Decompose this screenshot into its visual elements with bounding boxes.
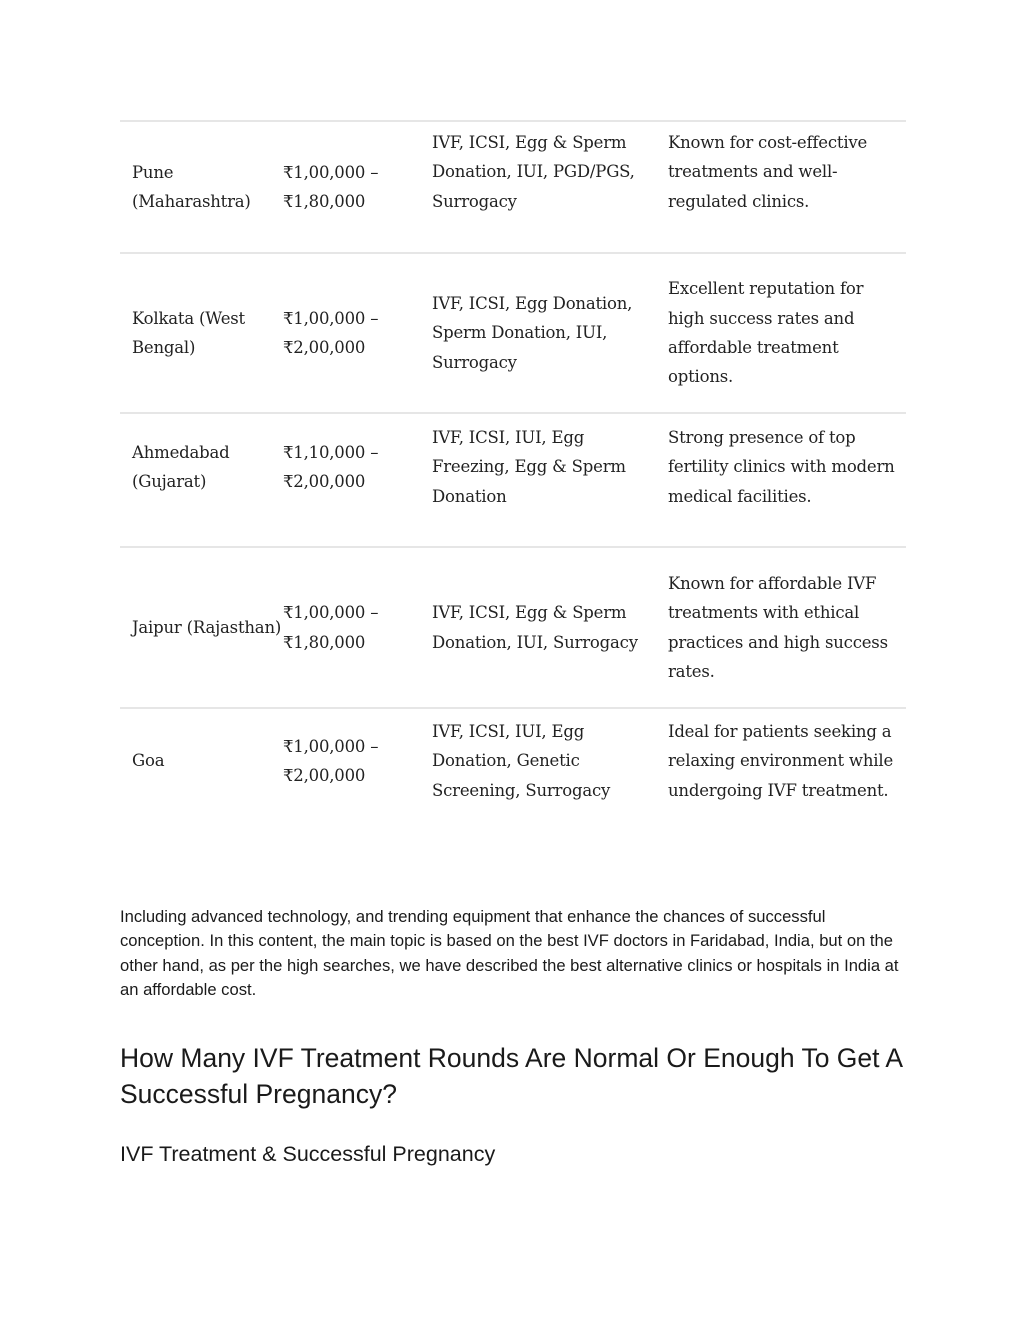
notes-cell: Known for affordable IVF treatments with ethical practices and high success rates. <box>668 573 888 681</box>
treatments-cell: IVF, ICSI, IUI, Egg Freezing, Egg & Sperm Donation <box>432 428 626 506</box>
city-cell: Pune (Maharashtra) <box>132 162 251 211</box>
cost-cell: ₹1,10,000 – ₹2,00,000 <box>283 443 379 492</box>
table-row <box>120 120 906 252</box>
section-subheading: IVF Treatment & Successful Pregnancy <box>120 1142 496 1166</box>
table-row <box>120 546 906 707</box>
notes-cell: Ideal for patients seeking a relaxing environment while undergoing IVF treatment. <box>668 722 894 800</box>
city-cell: Jaipur (Rajasthan) <box>132 617 282 637</box>
city-cell: Kolkata (West Bengal) <box>132 308 245 357</box>
treatments-cell: IVF, ICSI, Egg & Sperm Donation, IUI, PGD/PGS, Surrogacy <box>432 133 635 211</box>
table-row <box>120 412 906 546</box>
cost-cell: ₹1,00,000 – ₹2,00,000 <box>283 737 379 786</box>
section-heading: How Many IVF Treatment Rounds Are Normal Or Enough To Get A Successful Pregnancy? <box>120 1043 902 1109</box>
treatments-cell: IVF, ICSI, IUI, Egg Donation, Genetic Screening, Surrogacy <box>432 722 611 800</box>
body-paragraph: Including advanced technology, and trending equipment that enhance the chances of successful conception. In this content, the main topic is based on the best IVF doctors in Faridabad, India, but on the other hand, as per the high searches, we have described the best alternative clinics or hospitals in India at an affordable cost. <box>120 906 899 1000</box>
notes-cell: Excellent reputation for high success rates and affordable treatment options. <box>668 279 864 387</box>
cost-cell: ₹1,00,000 – ₹1,80,000 <box>283 162 379 211</box>
notes-cell: Known for cost-effective treatments and well-regulated clinics. <box>668 133 868 211</box>
notes-cell: Strong presence of top fertility clinics with modern medical facilities. <box>668 428 895 506</box>
ivf-cost-table <box>120 120 906 827</box>
city-cell: Goa <box>132 751 165 770</box>
city-cell: Ahmedabad (Gujarat) <box>132 443 230 492</box>
treatments-cell: IVF, ICSI, Egg & Sperm Donation, IUI, Surrogacy <box>432 603 638 652</box>
table-row <box>120 252 906 412</box>
cost-cell: ₹1,00,000 – ₹2,00,000 <box>283 308 379 357</box>
cost-cell: ₹1,00,000 – ₹1,80,000 <box>283 603 379 652</box>
table-row <box>120 707 906 827</box>
treatments-cell: IVF, ICSI, Egg Donation, Sperm Donation, IUI, Surrogacy <box>432 294 633 372</box>
